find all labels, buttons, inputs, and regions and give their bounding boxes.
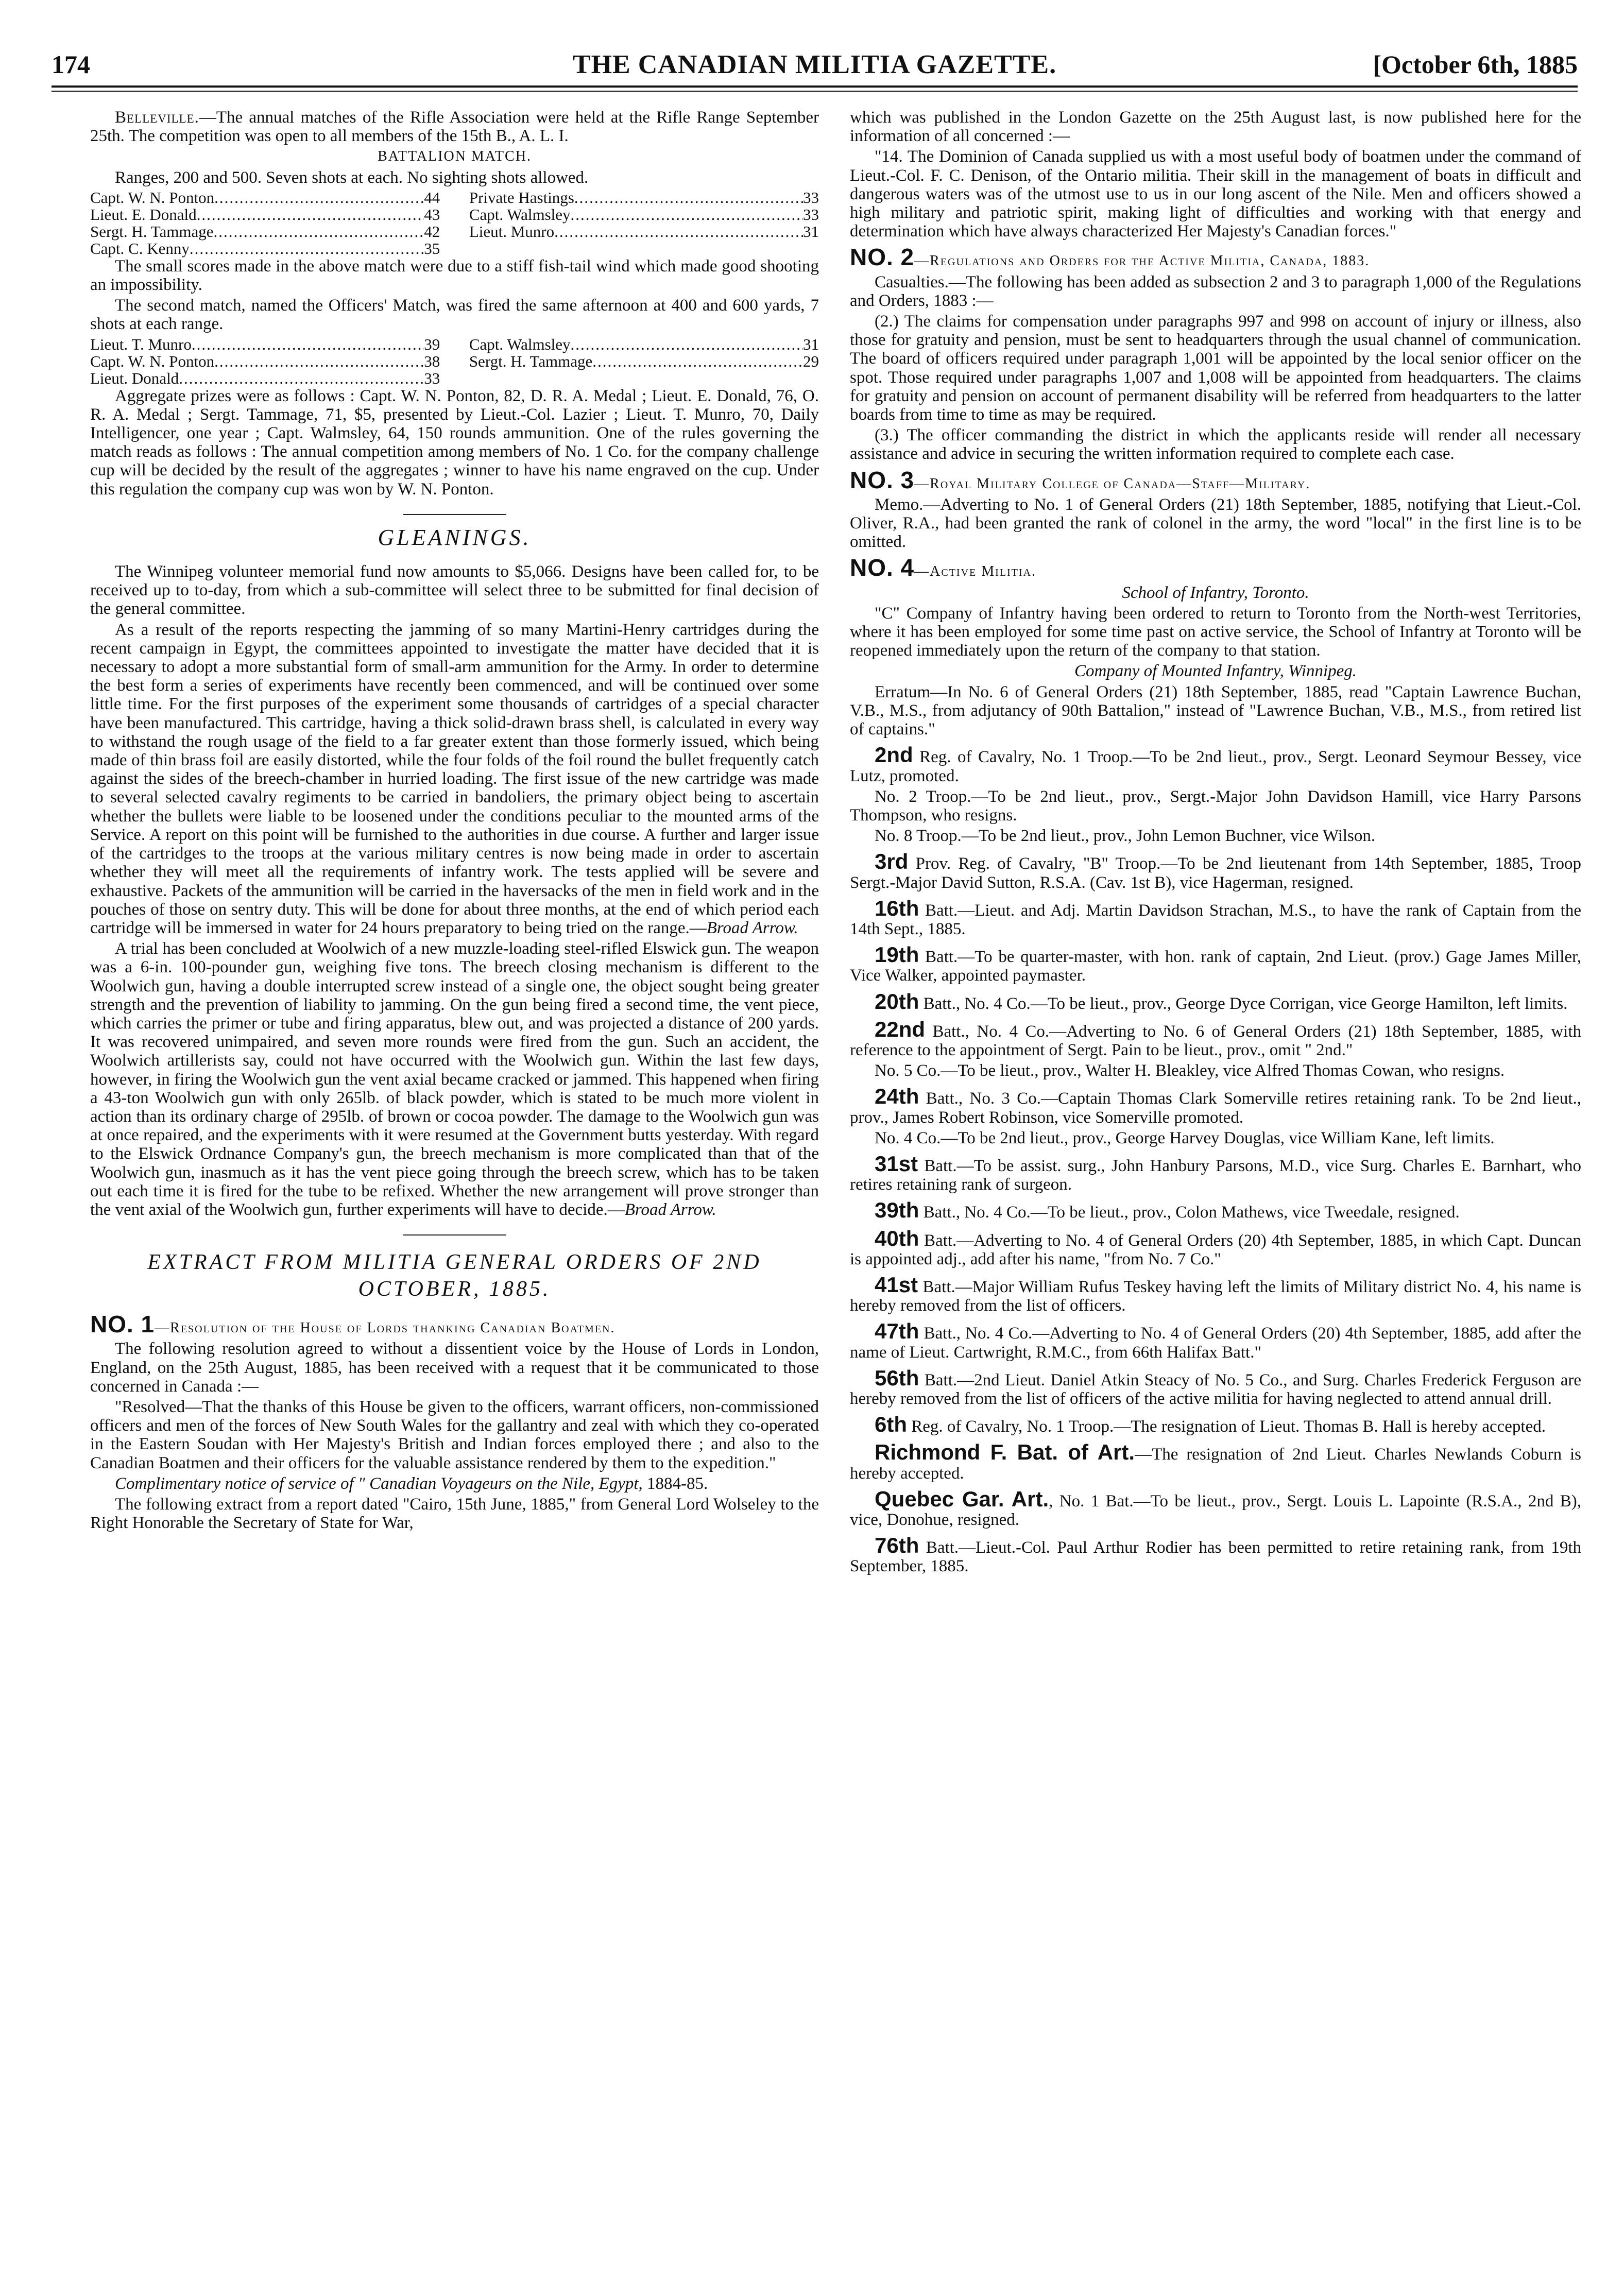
score-row: [90, 206, 440, 223]
entry-text: Batt.—To be assist. surg., John Hanbury Parsons, M.D., vice Surg. Charles E. Barnhart, who retires retaining rank of surgeon.: [850, 1156, 1581, 1194]
gleanings-title: GLEANINGS.: [378, 524, 532, 550]
order-entry: [850, 849, 1581, 892]
order-entry: [850, 787, 1581, 825]
competitor-score: 38: [424, 352, 440, 370]
section-divider: [403, 1234, 506, 1236]
competitor-name: Lieut. Munro: [469, 222, 555, 241]
section-divider: [403, 514, 506, 515]
order-entry: [850, 1319, 1581, 1362]
no1-notice: Complimentary notice of service of " Canadian Voyageurs on the Nile, Egypt, 1884-85.: [115, 1474, 708, 1493]
no2-p1: Casualties.—The following has been added as subsection 2 and 3 to paragraph 1,000 of the Regulations and Orders, 1883 :—: [850, 272, 1581, 310]
leader-dots: [197, 206, 424, 223]
score-row: [90, 370, 440, 387]
no2-p3: (3.) The officer commanding the district in which the applicants reside will render all necessary assistance and advice in securing the written information required to complete each case.: [850, 426, 1581, 464]
competitor-name: Capt. W. N. Ponton: [90, 188, 215, 207]
no3-p1: Memo.—Adverting to No. 1 of General Orders (21) 18th September, 1885, notifying that Lieut.-Col. Oliver, R.A., had been granted the rank of colonel in the army, the word "local" in the first line is to be omitted.: [850, 495, 1581, 552]
order-entry: [850, 1533, 1581, 1576]
competitor-name: Capt. C. Kenny: [90, 239, 190, 258]
order-entry: [850, 1017, 1581, 1059]
order-entry: [850, 942, 1581, 985]
second-match-note: The second match, named the Officers' Match, was fired the same afternoon at 400 and 600 yards, 7 shots at each range.: [90, 296, 819, 334]
unit-label: 16th: [875, 896, 919, 920]
score-row: [90, 336, 440, 353]
competitor-name: Capt. Walmsley: [469, 205, 571, 224]
entry-text: Batt., No. 4 Co.—To be lieut., prov., George Dyce Corrigan, vice George Hamilton, left limits.: [919, 994, 1568, 1013]
entry-text: , No. 1 Bat.—To be lieut., prov., Sergt. Louis L. Lapointe (R.S.A., 2nd B), vice, Donohue, resigned.: [850, 1491, 1581, 1529]
unit-label: 47th: [875, 1319, 919, 1344]
page-header: [52, 49, 1578, 85]
competitor-name: Private Hastings: [469, 188, 574, 207]
entry-text: Batt., No. 4 Co.—To be lieut., prov., Colon Mathews, vice Tweedale, resigned.: [919, 1203, 1460, 1222]
competitor-name: Lieut. E. Donald: [90, 205, 197, 224]
order-entry: [850, 1198, 1581, 1223]
unit-label: 6th: [875, 1412, 907, 1437]
header-rule: [52, 85, 1578, 88]
entry-text: Batt., No. 4 Co.—Adverting to No. 6 of General Orders (21) 18th September, 1885, with reference to the appointment of Sergt. Pain to be lieut., prov., omit " 2nd.": [850, 1022, 1581, 1059]
score-row: [90, 240, 440, 257]
score-row: [90, 353, 440, 370]
gleanings-p1: The Winnipeg volunteer memorial fund now amounts to $5,066. Designs have been called for, to be received up to to-day, from which a sub-committee will select three to be submitted for final decision of the general committee.: [90, 562, 819, 619]
entry-text: Batt.—Adverting to No. 4 of General Orders (20) 4th September, 1885, in which Capt. Duncan is appointed adj., add after his name, "from No. 7 Co.": [850, 1231, 1581, 1268]
leader-dots: [190, 240, 424, 257]
no1-p1: The following resolution agreed to without a dissentient voice by the House of Lords in London, England, on the 25th August, 1885, has been received with a request that it be communicated to those concerned in Canada :—: [90, 1340, 819, 1396]
entry-text: —The resignation of 2nd Lieut. Charles Newlands Coburn is hereby accepted.: [850, 1445, 1581, 1483]
mounted-heading: Company of Mounted Infantry, Winnipeg.: [1074, 662, 1357, 681]
order-entry: [850, 743, 1581, 785]
leader-dots: [213, 223, 424, 240]
leader-dots: [192, 336, 424, 353]
competitor-name: Capt. W. N. Ponton: [90, 352, 215, 370]
gleanings-p2: As a result of the reports respecting the jamming of so many Martini-Henry cartridges during the recent campaign in Egypt, the committees appointed to investigate the matter have decided that it is necessary to adopt a more substantial form of small-arm ammunition for the Army. In order to determine the best form a series of experiments have recently been commenced, and will be continued over some little time. For the first purposes of the experiment some thousands of cartridges of a special character have been manufactured. This cartridge, having a thick solid-drawn brass shell, is calculated in every way to withstand the rough usage of the field to a far greater extent than those formerly issued, which being made of thin brass foil are easily distorted, while the four folds of the foil round the bullet frequently catch against the sides of the breech-chamber in hurried loading. The first issue of the new cartridge was made to several selected cavalry regiments to be carried in bandoliers, the primary object being to ascertain whether the bullets were liable to be loosened under the conditions peculiar to the mounted arms of the Service. A report on this point will be furnished to the authorities in due course. A further and larger issue of the cartridges to the troops at the various military centres is now being made in order to ascertain whether they will meet all the requirements of infantry work. The tests applied will be severe and exhaustive. Packets of the ammunition will be carried in the haversacks of the men in field work and in the pouches of those on sentry duty. This will be done for about three months, at the end of which period each cartridge will be immersed in water for 24 hours preparatory to being tried on the range.—Broad Arrow.: [90, 620, 819, 937]
school-paragraph: "C" Company of Infantry having been ordered to return to Toronto from the North-west Territories, where it has been employed for some time past on active service, the School of Infantry at Toronto will be reopened immediately upon the return of the company to that station.: [850, 604, 1581, 660]
unit-label: 24th: [875, 1084, 919, 1109]
competitor-score: 31: [803, 222, 819, 241]
entry-text: No. 8 Troop.—To be 2nd lieut., prov., John Lemon Buchner, vice Wilson.: [875, 827, 1376, 846]
competitor-score: 42: [424, 222, 440, 241]
unit-label: 56th: [875, 1365, 919, 1390]
entry-text: Batt., No. 3 Co.—Captain Thomas Clark Somerville retires retaining rank. To be 2nd lieut., prov., James Robert Robinson, vice Somerville promoted.: [850, 1089, 1581, 1127]
belleville-intro: Belleville.—The annual matches of the Rifle Association were held at the Rifle Range September 25th. The competition was open to all members of the 15th B., A. L. I.: [90, 108, 819, 146]
entry-text: Batt., No. 4 Co.—Adverting to No. 4 of General Orders (20) 4th September, 1885, add after the name of Lieut. Cartwright, R.M.C., from 66th Halifax Batt.": [850, 1324, 1581, 1362]
score-row: [90, 223, 440, 240]
competitor-score: 44: [424, 188, 440, 207]
entry-text: Reg. of Cavalry, No. 1 Troop.—The resignation of Lieut. Thomas B. Hall is hereby accepted.: [907, 1417, 1546, 1436]
entry-text: Batt.—Lieut.-Col. Paul Arthur Rodier has been permitted to retire retaining rank, from 19th September, 1885.: [850, 1538, 1581, 1576]
score-row: [469, 353, 819, 370]
page-number: 174: [52, 50, 90, 79]
unit-label: 20th: [875, 989, 919, 1014]
order-entry: [850, 1486, 1581, 1529]
unit-label: 40th: [875, 1226, 919, 1250]
competitor-name: Sergt. H. Tammage: [90, 222, 214, 241]
entry-text: Batt.—2nd Lieut. Daniel Atkin Steacy of No. 5 Co., and Surg. Charles Frederick Ferguson are hereby removed from the list of officers of the active militia for having neglected to attend annual drill.: [850, 1370, 1581, 1408]
order-entry: [850, 1129, 1581, 1147]
small-scores-note: The small scores made in the above match were due to a stiff fish-tail wind which made good shooting an impossibility.: [90, 256, 819, 295]
gleanings-p3: A trial has been concluded at Woolwich of a new muzzle-loading steel-rifled Elswick gun. The weapon was a 6-in. 100-pounder gun, weighing five tons. The breech closing mechanism is different to the Woolwich gun, having a double interrupted screw instead of a single one, the object sought being greater strength and the prevention of liability to jamming. On the gun being fired a second time, the vent piece, which carries the primer or tube and firing apparatus, blew out, and was projected a distance of 200 yards. It was recovered unimpaired, and seven more rounds were fired from the gun. Such an accident, the Woolwich artillerists say, could not have occurred with the Woolwich gun. Within the last few days, however, in firing the Woolwich gun the vent axial became cracked or jammed. This happened when firing a 43-ton Woolwich gun with only 265lb. of black powder, which is stated to be much more violent in action than its ordinary charge of 295lb. of brown or cocoa powder. The damage to the Woolwich gun was at once repaired, and the experiments with it were resumed at the Government butts yesterday. With regard to the Elswick Ordnance Company's gun, the breech mechanism is more complicated than that of the Woolwich gun, inasmuch as it has the vent piece going through the breech screw, which has to be taken out each time it is fired for the tube to be refixed. Whether the new arrangement will prove stronger than the vent axial of the Woolwich gun, further experiments will have to decide.—Broad Arrow.: [90, 939, 819, 1219]
no1-resolution: "Resolved—That the thanks of this House be given to the officers, warrant officers, non-commissioned officers and men of the forces of New South Wales for the gallantry and zeal with which they co-operated in the Eastern Soudan with Her Majesty's British and Indian forces employed there ; and also to the Canadian Boatmen and their officers for the valuable assistance rendered by them to the expedition.": [90, 1397, 819, 1472]
entry-text: Batt.—Major William Rufus Teskey having left the limits of Military district No. 4, his name is hereby removed from the list of officers.: [850, 1277, 1581, 1315]
school-heading: School of Infantry, Toronto.: [1122, 583, 1309, 602]
competitor-score: 33: [424, 369, 440, 387]
leader-dots: [574, 189, 803, 206]
leader-dots: [592, 353, 803, 370]
score-row: [469, 206, 819, 223]
competitor-name: Sergt. H. Tammage: [469, 352, 593, 370]
publication-title: THE CANADIAN MILITIA GAZETTE.: [572, 50, 1057, 79]
order-entry: [850, 1226, 1581, 1268]
unit-label: 3rd: [875, 849, 909, 874]
competitor-name: Lieut. Donald: [90, 369, 179, 387]
no1-extract: The following extract from a report dated "Cairo, 15th June, 1885," from General Lord Wolseley to the Right Honorable the Secretary of State for War,: [90, 1495, 819, 1533]
entry-text: Prov. Reg. of Cavalry, "B" Troop.—To be 2nd lieutenant from 14th September, 1885, Troop Sergt.-Major David Sutton, R.S.A. (Cav. 1st B), vice Hagerman, resigned.: [850, 854, 1581, 892]
unit-label: 19th: [875, 942, 919, 967]
officers-match-scores: [90, 336, 819, 387]
competitor-score: 31: [803, 335, 819, 353]
entry-text: Reg. of Cavalry, No. 1 Troop.—To be 2nd lieut., prov., Sergt. Leonard Seymour Bessey, vice Lutz, promoted.: [850, 748, 1581, 785]
score-row: [469, 189, 819, 206]
erratum: Erratum—In No. 6 of General Orders (21) 18th September, 1885, read "Captain Lawrence Buchan, V.B., M.S., from adjutancy of 90th Battalion," instead of "Lawrence Buchan, V.B., M.S., from retired list of captains.": [850, 682, 1581, 739]
leader-dots: [571, 206, 804, 223]
entry-text: Batt.—To be quarter-master, with hon. rank of captain, 2nd Lieut. (prov.) Gage James Miller, Vice Walker, appointed paymaster.: [850, 948, 1581, 985]
no4-heading: NO. 4—Active Militia.: [850, 554, 1037, 581]
no2-heading: NO. 2—Regulations and Orders for the Active Militia, Canada, 1883.: [850, 244, 1370, 271]
competitor-score: 35: [424, 239, 440, 258]
unit-label: 76th: [875, 1533, 919, 1558]
order-entry: [850, 1084, 1581, 1127]
entry-text: Batt.—Lieut. and Adj. Martin Davidson Strachan, M.S., to have the rank of Captain from the 14th Sept., 1885.: [850, 901, 1581, 938]
competitor-score: 29: [803, 352, 819, 370]
unit-label: 41st: [875, 1272, 918, 1297]
leader-dots: [179, 370, 424, 387]
no2-p2: (2.) The claims for compensation under paragraphs 997 and 998 on account of injury or illness, also those for gratuity and pension, must be sent to headquarters through the usual channel of communication. The board of officers required under paragraph 1,001 will be appointed by the local senior officer on the spot. Those required under paragraphs 1,007 and 1,008 will be appointed from headquarters. The claims for gratuity and pension on account of permanent disability will be referred from headquarters to the latter boards from time to time as may be required.: [850, 312, 1581, 424]
order-entries: [850, 743, 1581, 1576]
left-column: [90, 108, 819, 1534]
unit-label: 39th: [875, 1198, 919, 1223]
competitor-score: 33: [803, 188, 819, 207]
header-rule-thin: [52, 91, 1578, 92]
aggregate-prizes: Aggregate prizes were as follows : Capt. W. N. Ponton, 82, D. R. A. Medal ; Lieut. E. Donald, 76, O. R. A. Medal ; Sergt. Tammage, 71, $5, presented by Lieut.-Col. Lazier ; Lieut. T. Munro, 70, Daily Intelligencer, one year ; Capt. Walmsley, 64, 150 rounds ammunition. One of the rules governing the match reads as follows : The annual competition among members of No. 1 Co. for the company challenge cup will be decided by the result of the aggregates ; winner to have his name engraved on the cup. Under this regulation the company cup was won by W. N. Ponton.: [90, 386, 819, 499]
leader-dots: [571, 336, 804, 353]
no3-heading: NO. 3—Royal Military College of Canada—Staff—Military.: [850, 466, 1311, 493]
battalion-match-scores: [90, 189, 819, 257]
score-row: [90, 189, 440, 206]
order-entry: [850, 1061, 1581, 1080]
unit-label: 22nd: [875, 1017, 926, 1041]
order-entry: [850, 1365, 1581, 1408]
unit-label: Richmond F. Bat. of Art.: [875, 1440, 1135, 1465]
unit-label: Quebec Gar. Art.: [875, 1486, 1049, 1511]
quote-14: "14. The Dominion of Canada supplied us with a most useful body of boatmen under the command of Lieut.-Col. F. C. Denison, of the Ontario militia. Their skill in the management of boats in difficult and dangerous waters was of the utmost use to us in our long ascent of the Nile. Men and officers showed a high military and patriotic spirit, making light of difficulties and working with that energy and determination which have always characterized Her Majesty's Canadian forces.": [850, 147, 1581, 241]
right-column: [850, 108, 1581, 1578]
score-row: [469, 223, 819, 240]
no1-heading: NO. 1—Resolution of the House of Lords thanking Canadian Boatmen.: [90, 1311, 616, 1338]
competitor-score: 43: [424, 205, 440, 224]
competitor-name: Capt. Walmsley: [469, 335, 571, 353]
order-entry: [850, 1272, 1581, 1315]
leader-dots: [214, 189, 424, 206]
match-conditions: Ranges, 200 and 500. Seven shots at each. No sighting shots allowed.: [115, 168, 589, 187]
continuation-text: which was published in the London Gazette on the 25th August last, is now published here for the information of all concerned :—: [850, 108, 1581, 146]
order-entry: [850, 1440, 1581, 1483]
extract-title: EXTRACT FROM MILITIA GENERAL ORDERS OF 2ND OCTOBER, 1885.: [147, 1250, 762, 1301]
unit-label: 31st: [875, 1151, 918, 1176]
order-entry: [850, 896, 1581, 938]
order-entry: [850, 827, 1581, 845]
competitor-score: 33: [803, 205, 819, 224]
score-row: [469, 336, 819, 353]
leader-dots: [214, 353, 424, 370]
entry-text: No. 4 Co.—To be 2nd lieut., prov., George Harvey Douglas, vice William Kane, left limits.: [875, 1128, 1495, 1147]
battalion-match-heading: BATTALION MATCH.: [378, 148, 532, 165]
entry-text: No. 5 Co.—To be lieut., prov., Walter H. Bleakley, vice Alfred Thomas Cowan, who resigns.: [875, 1061, 1505, 1080]
entry-text: No. 2 Troop.—To be 2nd lieut., prov., Sergt.-Major John Davidson Hamill, vice Harry Parsons Thompson, who resigns.: [850, 787, 1581, 825]
order-entry: [850, 1151, 1581, 1194]
leader-dots: [554, 223, 803, 240]
competitor-name: Lieut. T. Munro: [90, 335, 192, 353]
order-entry: [850, 1412, 1581, 1437]
competitor-score: 39: [424, 335, 440, 353]
issue-date: [October 6th, 1885: [1373, 50, 1578, 79]
order-entry: [850, 989, 1581, 1014]
unit-label: 2nd: [875, 743, 913, 767]
